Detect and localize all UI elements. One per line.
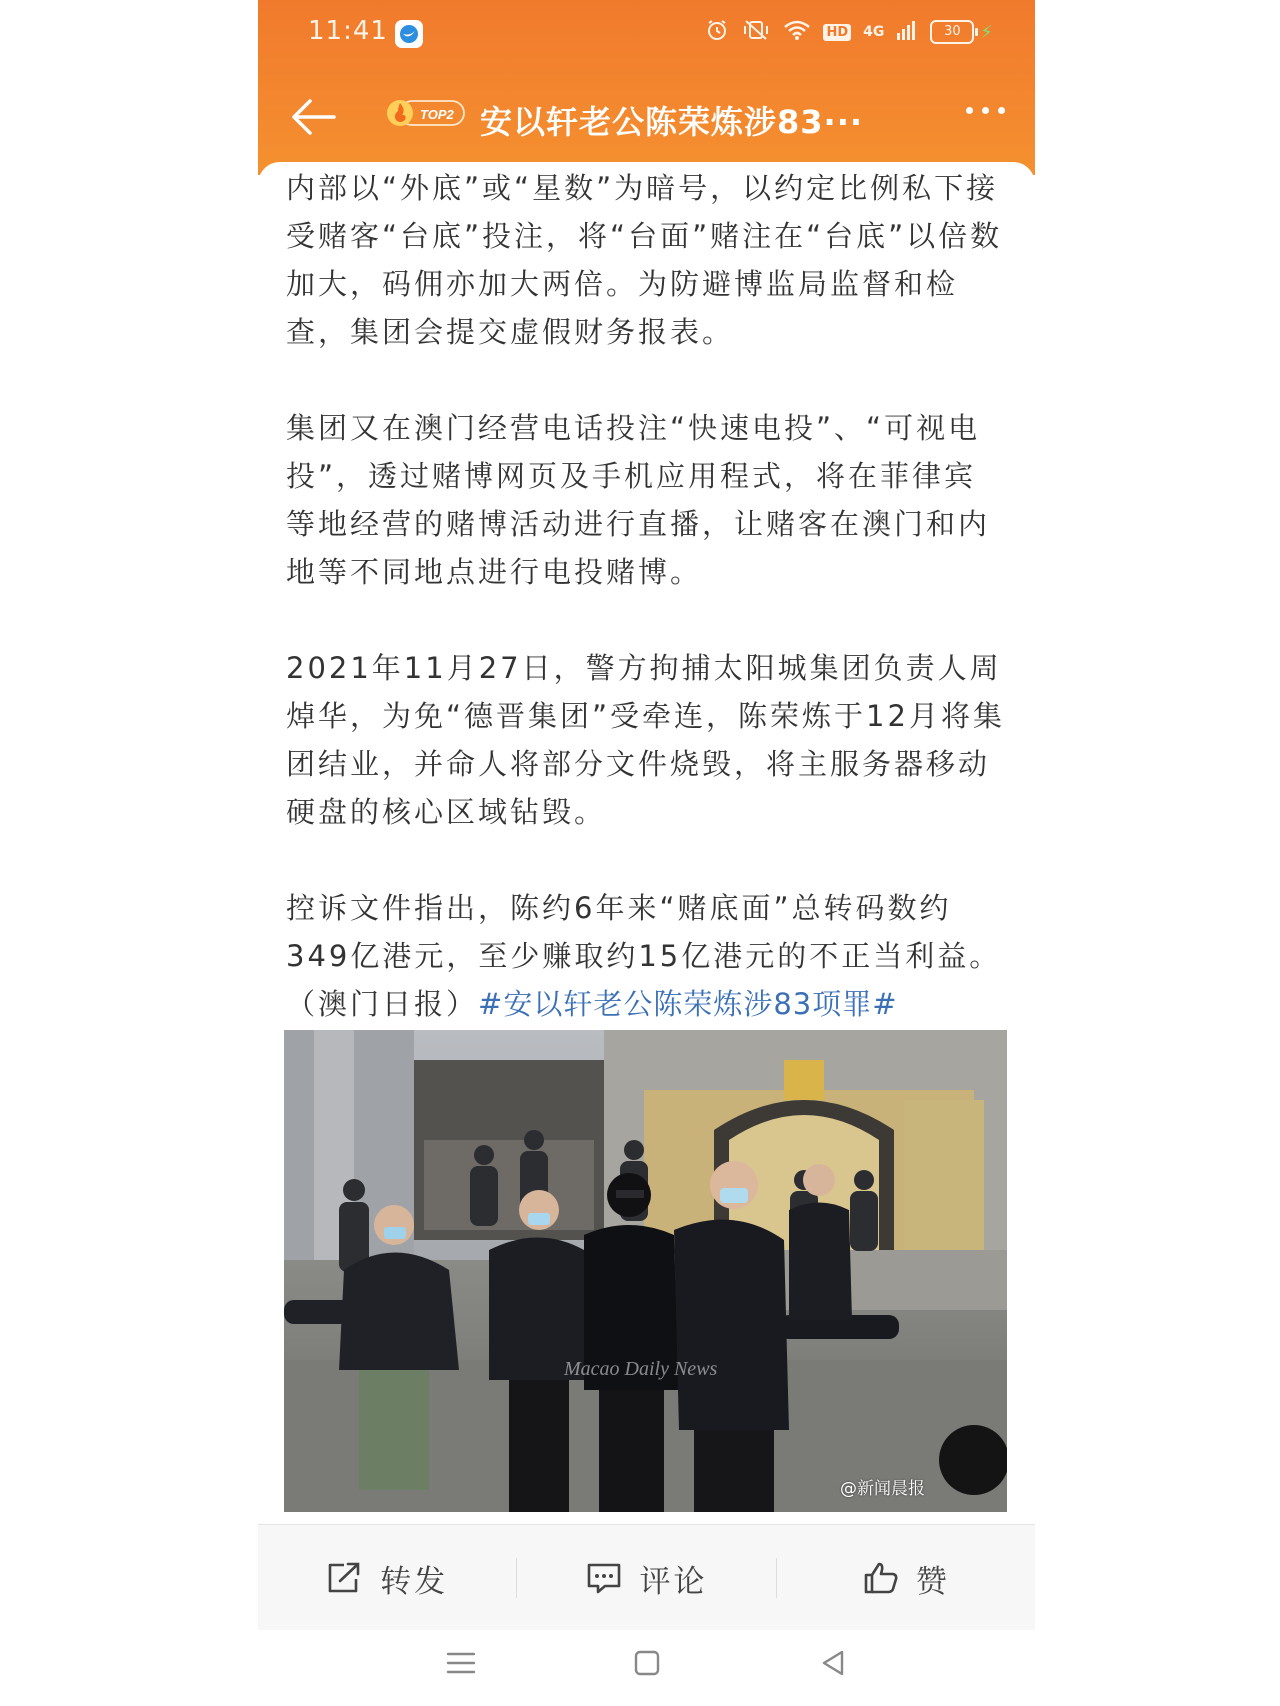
- status-icons: [705, 18, 993, 46]
- status-time: 11:41: [308, 16, 388, 46]
- more-options-button[interactable]: [966, 107, 1005, 114]
- repost-button[interactable]: [258, 1548, 516, 1608]
- article-paragraph-last: [286, 884, 1006, 1028]
- charging-icon: ⚡: [980, 21, 993, 43]
- network-type: 4G: [863, 24, 885, 40]
- system-nav-bar: [258, 1630, 1035, 1706]
- status-bar: [258, 0, 1035, 70]
- more-dot-icon: [982, 107, 989, 114]
- page-title: 安以轩老公陈荣炼涉83···: [480, 103, 864, 141]
- article-paragraph: 2021年11月27日，警方拘捕太阳城集团负责人周焯华，为免“德晋集团”受牵连，陈荣炼于12月将集团结业，并命人将部分文件烧毁，将主服务器移动硬盘的核心区域钻毁。: [286, 651, 1005, 829]
- triangle-back-icon: [818, 1648, 848, 1678]
- article-text: 控诉文件指出，陈约6年来“赌底面”总转码数约349亿港元，至少赚取约15亿港元的不正当利益。（澳门日报）: [286, 891, 1002, 1021]
- menu-lines-icon: [446, 1648, 476, 1678]
- repost-label: 转发: [380, 1563, 449, 1600]
- system-back-button[interactable]: [818, 1648, 848, 1682]
- thumbs-up-icon: [862, 1561, 900, 1595]
- comment-label: 评论: [639, 1563, 708, 1600]
- hot-flame-icon: [386, 98, 466, 128]
- photo-watermark: Macao Daily News: [564, 1358, 718, 1380]
- alarm-icon: [705, 18, 729, 46]
- article-paragraph: 集团又在澳门经营电话投注“快速电投”、“可视电投”，透过赌博网页及手机应用程式，将在菲律宾等地经营的赌博活动进行直播，让赌客在澳门和内地等不同地点进行电投赌博。: [286, 411, 991, 589]
- phone-screen: [258, 0, 1035, 1706]
- hot-rank-badge: [386, 98, 466, 128]
- like-button[interactable]: [777, 1548, 1035, 1608]
- article-paragraph: 内部以“外底”或“星数”为暗号，以约定比例私下接受赌客“台底”投注，将“台面”赌注在“台底”以倍数加大，码佣亦加大两倍。为防避博监局监督和检查，集团会提交虚假财务报表。: [286, 171, 1003, 349]
- app-header: [258, 0, 1035, 175]
- battery-icon: 30: [930, 20, 974, 44]
- comment-button[interactable]: [517, 1548, 775, 1608]
- hd-badge: HD: [823, 24, 851, 41]
- more-dot-icon: [998, 107, 1005, 114]
- action-bar: [258, 1524, 1035, 1631]
- back-arrow-icon: [288, 95, 338, 139]
- photo-credit: @新闻晨报: [840, 1479, 925, 1499]
- nav-bar: [258, 85, 1035, 155]
- wifi-icon: [783, 19, 811, 45]
- signal-icon: [896, 19, 918, 45]
- menu-button[interactable]: [446, 1648, 476, 1682]
- more-dot-icon: [966, 107, 973, 114]
- home-square-icon: [632, 1648, 662, 1678]
- news-photo[interactable]: [284, 1030, 1007, 1512]
- like-label: 赞: [915, 1563, 950, 1600]
- topic-hashtag-link[interactable]: #安以轩老公陈荣炼涉83项罪#: [478, 987, 898, 1021]
- repost-icon: [326, 1561, 364, 1595]
- comment-icon: [585, 1561, 623, 1595]
- home-button[interactable]: [632, 1648, 662, 1682]
- article-content: [258, 162, 1035, 1522]
- mute-vibrate-icon: [741, 18, 771, 46]
- hot-badge-label: TOP2: [420, 107, 454, 122]
- back-button[interactable]: [288, 95, 338, 139]
- notification-bird-icon: [395, 20, 423, 48]
